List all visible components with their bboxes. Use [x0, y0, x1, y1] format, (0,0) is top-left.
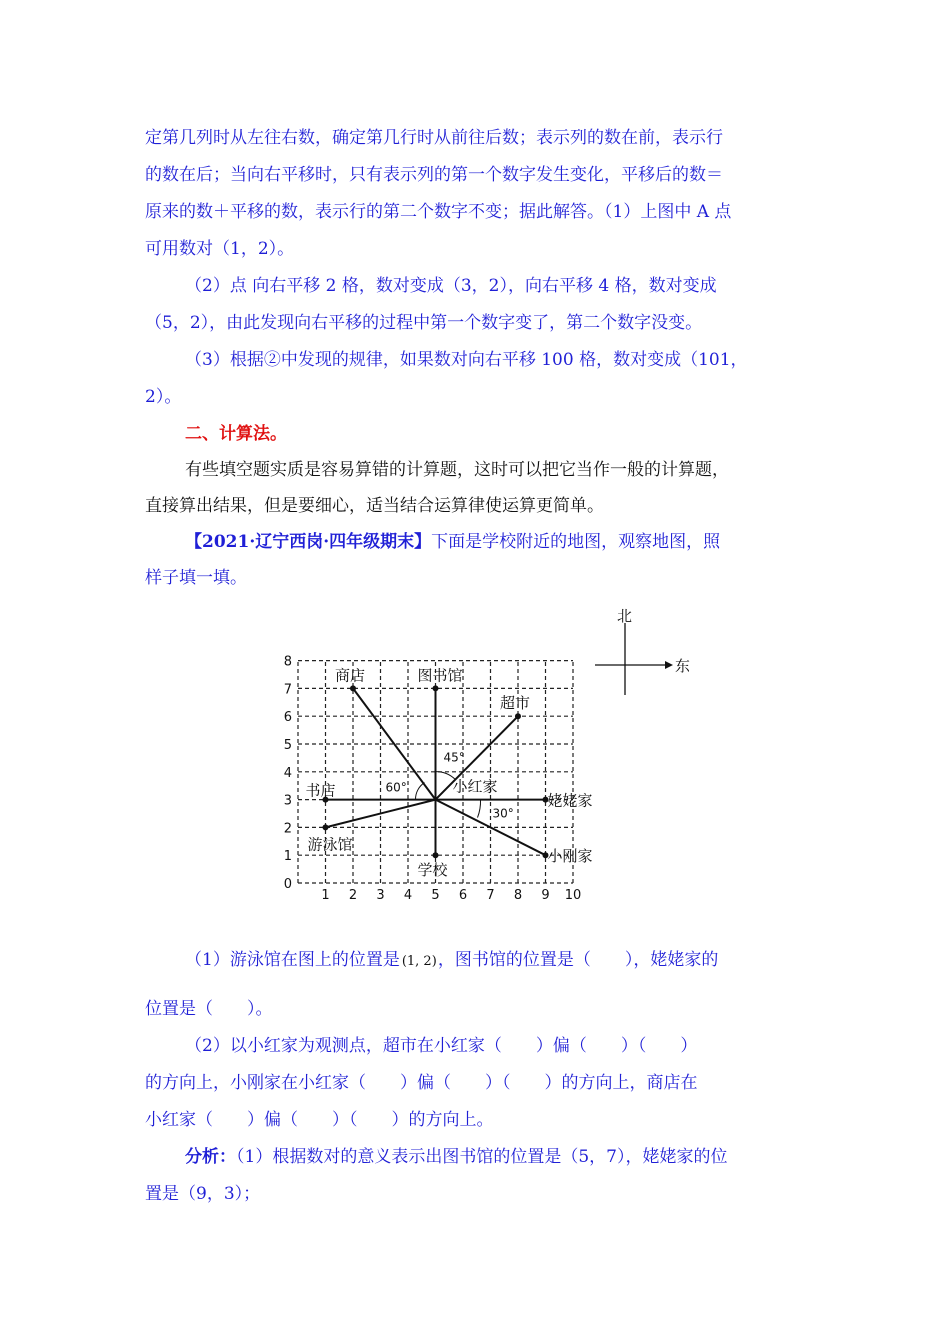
- compass-north-label: 北: [617, 607, 633, 625]
- example-line-2: 样子填一填。: [145, 568, 247, 588]
- x-tick-label: 10: [564, 888, 582, 903]
- place-point: [433, 852, 439, 858]
- angle-arc-30: [478, 800, 481, 818]
- place-point: [350, 685, 356, 691]
- analysis-line-3: 原来的数＋平移的数，表示行的第二个数字不变；据此解答。（1）上图中 A 点: [145, 202, 732, 222]
- place-label: 书店: [305, 781, 336, 800]
- x-tick-label: 4: [403, 888, 413, 903]
- map-svg: [280, 605, 700, 905]
- question-1-part-a: （1）游泳馆在图上的位置是: [185, 950, 400, 970]
- question-1-line-1: [185, 949, 845, 971]
- x-tick-label: 6: [458, 888, 468, 903]
- example-question: 下面是学校附近的地图，观察地图，照: [431, 532, 721, 552]
- pair-notation: (1, 2): [401, 954, 437, 969]
- analysis-line-1: 定第几列时从左往右数，确定第几行时从前往后数；表示列的数在前，表示行: [145, 128, 723, 148]
- place-point: [323, 824, 329, 830]
- place-label: 游泳馆: [307, 835, 353, 854]
- analysis-text: （1）根据数对的意义表示出图书馆的位置是（5，7），姥姥家的位: [236, 1147, 728, 1167]
- analysis-line-5: （2）点 向右平移 2 格，数对变成（3，2），向右平移 4 格，数对变成: [185, 276, 717, 296]
- place-label: 超市: [500, 694, 531, 713]
- y-tick-label: 3: [283, 793, 292, 809]
- analysis-line-8: 2）。: [145, 387, 182, 407]
- question-2-line-1: （2）以小红家为观测点，超市在小红家（ ）偏（ ）（ ）: [185, 1036, 698, 1056]
- question-1-line-2: 位置是（ ）。: [145, 999, 273, 1019]
- y-tick-label: 1: [283, 849, 292, 865]
- y-tick-label: 4: [283, 765, 292, 781]
- analysis-line-4: 可用数对（1，2）。: [145, 239, 295, 259]
- angle-arc-60: [415, 783, 424, 800]
- analysis-final-line-2: 置是（9，3）；: [145, 1184, 261, 1204]
- example-line-1: [185, 531, 845, 553]
- compass-east-label: 东: [675, 657, 691, 675]
- place-point: [515, 713, 521, 719]
- paragraph-line-1: 有些填空题实质是容易算错的计算题，这时可以把它当作一般的计算题，: [185, 460, 729, 480]
- y-tick-label: 5: [283, 738, 292, 753]
- compass-arrow-east-icon: [665, 661, 673, 669]
- analysis-line-7: （3）根据②中发现的规律，如果数对向右平移 100 格，数对变成（101，: [185, 350, 748, 370]
- x-tick-label: 7: [486, 888, 495, 903]
- analysis-line-2: 的数在后；当向右平移时，只有表示列的第一个数字发生变化，平移后的数＝: [145, 165, 723, 185]
- place-label: 学校: [417, 861, 448, 880]
- y-tick-label: 6: [283, 710, 292, 726]
- y-tick-label: 7: [283, 682, 292, 698]
- place-label: 姥姥家: [547, 791, 593, 810]
- center-label: 小红家: [452, 777, 498, 796]
- y-tick-label: 2: [283, 821, 292, 837]
- x-tick-label: 9: [541, 888, 550, 903]
- x-tick-label: 3: [376, 888, 385, 903]
- section-heading: 二、计算法。: [185, 424, 287, 444]
- question-2-line-3: 小红家（ ）偏（ ）（ ）的方向上。: [145, 1110, 494, 1130]
- analysis-final-line-1: [185, 1146, 845, 1168]
- angle-label: 60°: [385, 780, 407, 795]
- place-label: 商店: [335, 666, 366, 685]
- angle-label: 30°: [492, 806, 514, 821]
- paragraph-line-2: 直接算出结果，但是要细心，适当结合运算律使运算更简单。: [145, 496, 604, 516]
- x-tick-label: 1: [321, 888, 330, 903]
- y-tick-label: 0: [283, 877, 292, 892]
- analysis-line-6: （5，2），由此发现向右平移的过程中第一个数字变了，第二个数字没变。: [145, 313, 703, 333]
- x-tick-label: 2: [348, 888, 358, 903]
- place-point: [433, 685, 439, 691]
- example-source-tag: 【2021·辽宁西岗·四年级期末】: [185, 532, 432, 552]
- angle-label: 45°: [443, 750, 465, 765]
- place-label: 小刚家: [547, 847, 593, 866]
- x-tick-label: 8: [513, 888, 523, 903]
- x-tick-label: 5: [431, 888, 440, 903]
- place-label: 图书馆: [417, 666, 463, 685]
- y-tick-label: 8: [283, 654, 292, 670]
- question-2-line-2: 的方向上，小刚家在小红家（ ）偏（ ）（ ）的方向上，商店在: [145, 1073, 698, 1093]
- school-area-map: [280, 605, 700, 905]
- analysis-label: 分析：: [185, 1147, 236, 1167]
- question-1-part-b: ，图书馆的位置是（ ），姥姥家的: [437, 950, 719, 970]
